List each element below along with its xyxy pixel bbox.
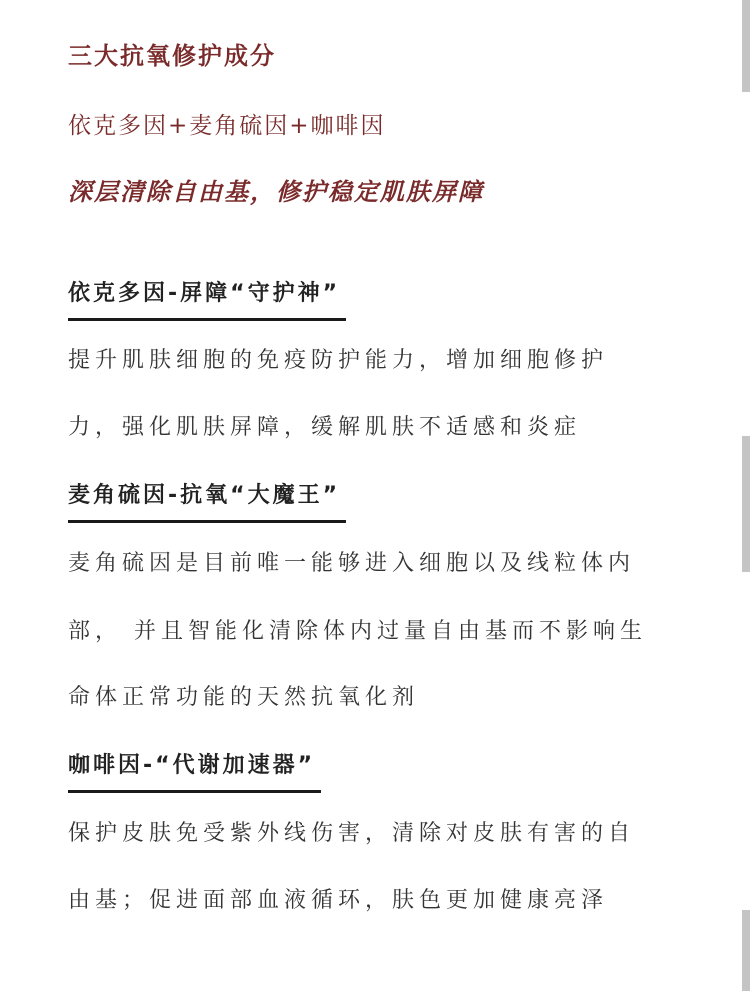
ergothioneine-description-line: 命体正常功能的天然抗氧化剂 <box>68 685 420 710</box>
scrollbar-segment[interactable] <box>742 910 750 991</box>
ergothioneine-heading: 麦角硫因-抗氧“大魔王” <box>68 480 346 523</box>
caffeine-description-line: 保护皮肤免受紫外线伤害，清除对皮肤有害的自 <box>68 821 636 846</box>
ectoine-description-line: 力，强化肌肤屏障，缓解肌肤不适感和炎症 <box>68 415 582 440</box>
caffeine-description-line: 由基；促进面部血液循环，肤色更加健康亮泽 <box>68 888 609 913</box>
tagline: 深层清除自由基，修护稳定肌肤屏障 <box>68 178 484 206</box>
ergothioneine-description-line: 部， 并且智能化清除体内过量自由基而不影响生 <box>68 619 647 644</box>
caffeine-heading: 咖啡因-“代谢加速器” <box>68 750 321 793</box>
section-title: 三大抗氧修护成分 <box>68 42 276 70</box>
scrollbar-thumb[interactable] <box>742 436 750 572</box>
ectoine-heading: 依克多因-屏障“守护神” <box>68 278 346 321</box>
ectoine-description-line: 提升肌肤细胞的免疫防护能力，增加细胞修护 <box>68 348 609 373</box>
ingredients-line: 依克多因+麦角硫因+咖啡因 <box>68 113 386 139</box>
scrollbar-segment[interactable] <box>742 0 750 92</box>
ergothioneine-description-line: 麦角硫因是目前唯一能够进入细胞以及线粒体内 <box>68 551 636 576</box>
